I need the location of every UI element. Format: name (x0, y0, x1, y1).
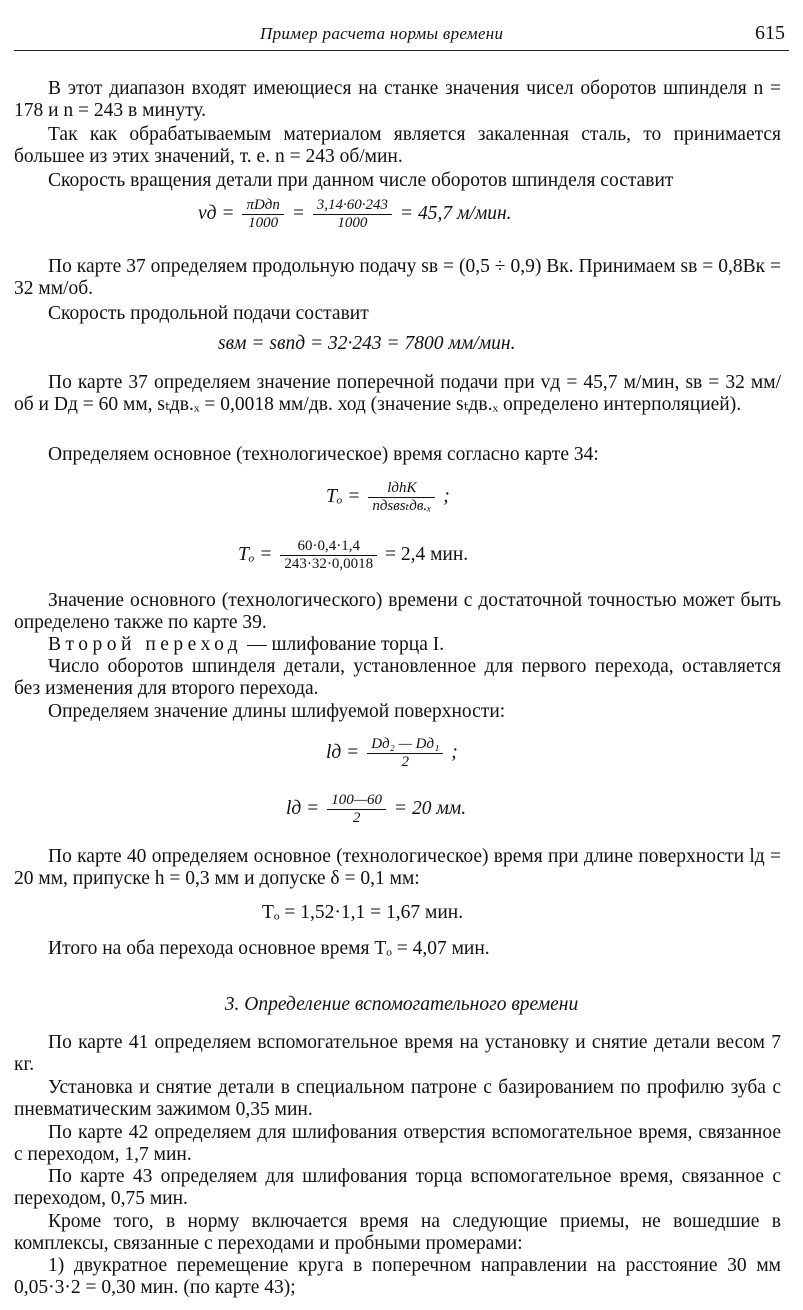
paragraph-hardened-steel: Так как обрабатываемым материалом является закаленная сталь, то принимается большее из этих значений, т. е. n = 243 об/мин. (14, 124, 781, 167)
formula-feed-speed: sвм = sвnд = 32·243 = 7800 мм/мин. (218, 333, 516, 354)
formula-main-time-value (238, 538, 468, 573)
paragraph-spindle-unchanged: Число оборотов шпинделя детали, установленное для первого перехода, оставляется без изменения для второго перехода. (14, 656, 781, 699)
running-title: Пример расчета нормы времени (260, 24, 504, 43)
denominator: nдsвsₜдв.ₓ (372, 498, 432, 514)
formula-result: = 45,7 м/мин. (399, 202, 512, 224)
section-heading: 3. Определение вспомогательного времени (224, 994, 579, 1015)
numerator: 100—60 (327, 792, 386, 810)
formula-end: ; (443, 485, 450, 507)
paragraph-ground-length: Определяем значение длины шлифуемой поверхности: (48, 701, 506, 722)
paragraph-installation: Установка и снятие детали в специальном патроне с базированием по профилю зуба с пневматическим зажимом 0,35 мин. (14, 1077, 781, 1120)
paragraph-cross-feed: По карте 37 определяем значение поперечной подачи при vд = 45,7 м/мин, sв = 32 мм/об и Dд = 60 мм, sₜдв.ₓ = 0,0018 мм/дв. ход (значение sₜдв.ₓ определено интерполяцией). (14, 372, 781, 415)
denominator: 2 (401, 754, 409, 770)
formula-length-general (326, 736, 458, 771)
numerator: Dд₂ — Dд₁ (367, 736, 443, 754)
fraction (313, 197, 392, 232)
paragraph-total-main-time: Итого на оба перехода основное время Tₒ = 4,07 мин. (48, 938, 490, 959)
formula-lhs: Tₒ = (326, 485, 361, 507)
paragraph-rotation-speed: Скорость вращения детали при данном числе оборотов шпинделя составит (48, 170, 674, 191)
fraction (280, 538, 377, 573)
numerator: πDдn (242, 197, 283, 215)
formula-main-time-general (326, 480, 450, 515)
fraction (242, 197, 283, 232)
fraction (368, 480, 435, 515)
numerator: 3,14·60·243 (313, 197, 392, 215)
denominator: 1000 (337, 215, 368, 231)
paragraph-card-40: По карте 40 определяем основное (технологическое) время при длине поверхности lд = 20 мм, припуске h = 0,3 мм и допуске δ = 0,1 мм: (14, 846, 781, 889)
formula-result: = 20 мм. (393, 797, 467, 819)
formula-rotation-speed: vд = $\frac{\text{πDдn}}{1000}$ = $\frac{3,14\cdot 60\cdot 243}{1000}$ = 45,7 м/мин. (198, 197, 512, 231)
paragraph-second-transition (14, 634, 781, 656)
denominator: 1000 (248, 215, 279, 231)
paragraph-spindle-range: В этот диапазон входят имеющиеся на станке значения чисел оборотов шпинделя n = 178 и n = 243 в минуту. (14, 78, 781, 121)
formula-lhs: lд = (326, 741, 360, 763)
paragraph-main-time: Определяем основное (технологическое) время согласно карте 34: (48, 444, 599, 465)
denominator: 243·32·0,0018 (284, 556, 374, 572)
formula-lhs: Tₒ = (238, 543, 273, 565)
paragraph-card-39: Значение основного (технологического) времени с достаточной точностью может быть определено также по карте 39. (14, 590, 781, 633)
transition-description: — шлифование торца I. (242, 634, 445, 655)
formula-end: ; (451, 741, 458, 763)
paragraph-card-42: По карте 42 определяем для шлифования отверстия вспомогательное время, связанное с переходом, 1,7 мин. (14, 1122, 781, 1165)
formula-length-value (286, 792, 466, 827)
fraction (327, 792, 386, 827)
paragraph-feed-speed: Скорость продольной подачи составит (48, 303, 369, 324)
list-item-wheel-move: 1) двукратное перемещение круга в поперечном направлении на расстояние 30 мм 0,05·3·2 = 0,30 мин. (по карте 43); (14, 1255, 781, 1298)
paragraph-card-41: По карте 41 определяем вспомогательное время на установку и снятие детали весом 7 кг. (14, 1032, 781, 1075)
page-number: 615 (755, 22, 785, 44)
running-header (14, 22, 789, 51)
formula-lhs: lд = (286, 797, 320, 819)
denominator: 2 (352, 810, 361, 826)
paragraph-longitudinal-feed: По карте 37 определяем продольную подачу sв = (0,5 ÷ 0,9) Bк. Принимаем sв = 0,8Bк = 32 мм/об. (14, 256, 781, 299)
numerator: lдhK (368, 480, 435, 498)
formula-second-time: Tₒ = 1,52·1,1 = 1,67 мин. (262, 902, 464, 923)
fraction (367, 736, 443, 771)
paragraph-card-43: По карте 43 определяем для шлифования торца вспомогательное время, связанное с переходом, 0,75 мин. (14, 1166, 781, 1209)
numerator: 60·0,4·1,4 (280, 538, 377, 556)
formula-lhs: vд = (198, 202, 235, 224)
paragraph-additional-steps: Кроме того, в норму включается время на следующие приемы, не вошедшие в комплексы, связанные с переходами и пробными промерами: (14, 1211, 781, 1254)
formula-result: = 2,4 мин. (384, 543, 469, 565)
spaced-heading: Второй переход (48, 634, 243, 655)
